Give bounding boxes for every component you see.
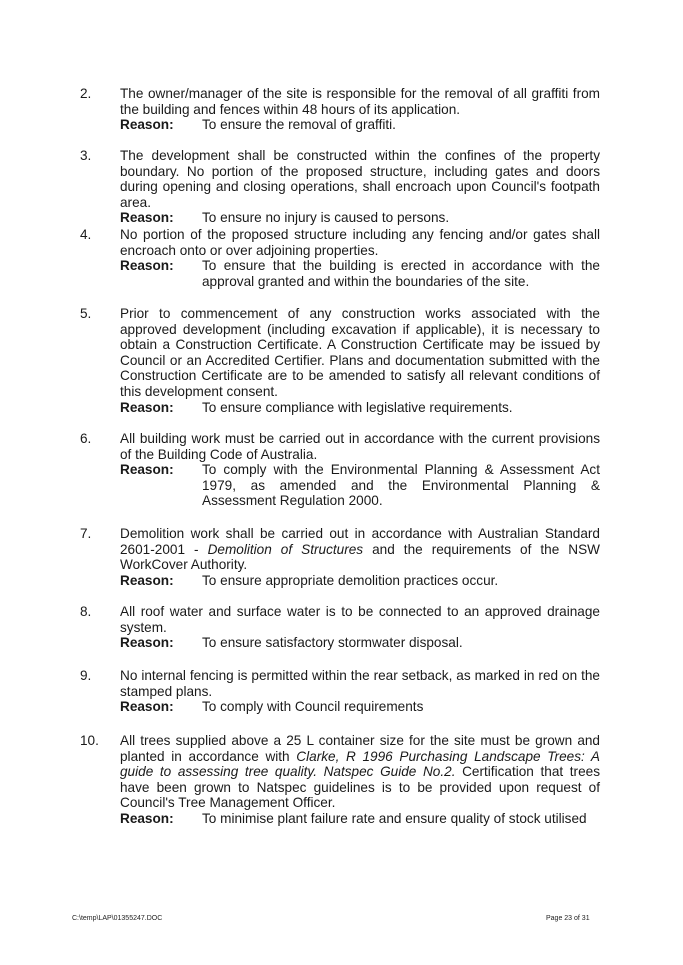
condition-text: The development shall be constructed within the confines of the property boundary. No portion of the proposed structure, including gates and doors during opening and closing operations, shall encroach upon Council's footpath area. <box>120 148 600 210</box>
reason-label: Reason: <box>120 117 174 133</box>
condition-text: Prior to commencement of any construction works associated with the approved development (including excavation if applicable), it is necessary to obtain a Construction Certificate. A Construction Certificate may be issued by Council or an Accredited Certifier. Plans and documentation submitted with the Construction Certificate are to be amended to satisfy all relevant conditions of this development consent. <box>120 306 600 399</box>
condition-number: 5. <box>80 306 92 321</box>
condition-reason <box>120 258 600 289</box>
condition-reason <box>120 400 600 416</box>
reason-label: Reason: <box>120 699 174 715</box>
reason-label: Reason: <box>120 210 174 226</box>
condition-number: 8. <box>80 604 92 619</box>
condition-4 <box>80 227 610 289</box>
reason-label: Reason: <box>120 399 174 415</box>
condition-text: No internal fencing is permitted within the rear setback, as marked in red on the stamped plans. <box>120 668 600 699</box>
footer-page-number: Page 23 of 31 <box>546 915 590 922</box>
standard-title: Demolition of Structures <box>207 541 364 557</box>
condition-7 <box>80 526 610 588</box>
reason-label: Reason: <box>120 635 174 651</box>
condition-text-part: Certification that trees have been grown to Natspec guidelines is to be provided upon request of Council's Tree Management Officer. <box>120 764 600 811</box>
reason-text: To minimise plant failure rate and ensure quality of stock utilised <box>202 810 587 826</box>
condition-reason <box>120 117 600 133</box>
reason-text: To ensure appropriate demolition practices occur. <box>202 572 499 588</box>
condition-reason <box>120 699 600 715</box>
condition-number: 9. <box>80 668 92 683</box>
condition-8 <box>80 604 610 651</box>
reason-text: To ensure compliance with legislative requirements. <box>202 399 513 415</box>
reason-text: To ensure satisfactory stormwater disposal. <box>202 635 463 651</box>
condition-reason <box>120 635 600 651</box>
condition-text: No portion of the proposed structure including any fencing and/or gates shall encroach onto or over adjoining properties. <box>120 227 600 258</box>
condition-text: All roof water and surface water is to be connected to an approved drainage system. <box>120 604 600 635</box>
condition-6 <box>80 431 610 509</box>
reason-text: To ensure the removal of graffiti. <box>202 117 396 133</box>
footer-file-path: C:\temp\LAP\01355247.DOC <box>72 915 163 922</box>
condition-text-part: Demolition work shall be carried out in accordance with Australian Standard 2601-2001 - <box>120 526 600 557</box>
condition-number: 6. <box>80 431 92 446</box>
condition-text: All building work must be carried out in accordance with the current provisions of the Building Code of Australia. <box>120 431 600 462</box>
condition-9 <box>80 668 610 715</box>
condition-3 <box>80 148 610 226</box>
reason-label: Reason: <box>120 572 174 588</box>
reason-label: Reason: <box>120 258 174 274</box>
condition-number: 4. <box>80 227 92 242</box>
reason-text: To ensure that the building is erected in accordance with the approval granted and within the boundaries of the site. <box>202 258 600 289</box>
condition-reason <box>120 210 600 226</box>
condition-reason <box>120 573 600 589</box>
reason-label: Reason: <box>120 462 174 478</box>
condition-text <box>120 733 600 811</box>
condition-number: 3. <box>80 148 92 163</box>
condition-text-part: All trees supplied above a 25 L container size for the site must be grown and planted in accordance with <box>120 733 600 764</box>
condition-number: 7. <box>80 526 92 541</box>
reason-label: Reason: <box>120 810 174 826</box>
reference-title: Clarke, R 1996 Purchasing Landscape Trees: A guide to assessing tree quality. Natspec Guide No.2. <box>120 748 600 780</box>
reason-text: To comply with Council requirements <box>202 699 424 715</box>
condition-5 <box>80 306 610 415</box>
condition-number: 10. <box>80 733 99 748</box>
condition-2 <box>80 86 610 133</box>
condition-number: 2. <box>80 86 92 101</box>
condition-reason <box>120 811 600 827</box>
reason-text: To ensure no injury is caused to persons. <box>202 210 450 226</box>
condition-text <box>120 526 600 573</box>
condition-text: The owner/manager of the site is responsible for the removal of all graffiti from the building and fences within 48 hours of its application. <box>120 86 600 117</box>
reason-text: To comply with the Environmental Planning & Assessment Act 1979, as amended and the Environmental Planning & Assessment Regulation 2000. <box>202 462 600 509</box>
condition-text-part: and the requirements of the NSW WorkCover Authority. <box>120 541 601 573</box>
condition-reason <box>120 462 600 509</box>
condition-10 <box>80 733 610 827</box>
